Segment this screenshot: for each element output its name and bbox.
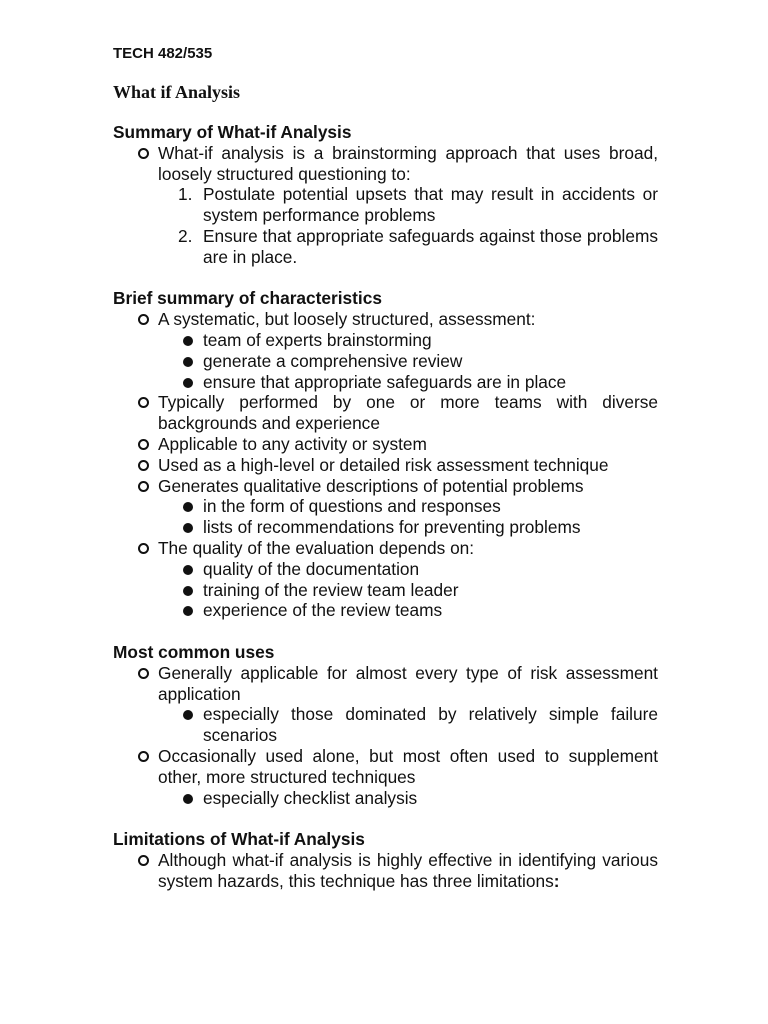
item-number: 2.	[178, 225, 193, 246]
list-item: Occasionally used alone, but most often used to supplement other, more structured techniques	[113, 746, 658, 788]
numbered-item	[113, 184, 658, 226]
list-item: What-if analysis is a brainstorming approach that uses broad, loosely structured questioning to:	[113, 143, 658, 185]
list-item: Generally applicable for almost every type of risk assessment application	[113, 663, 658, 705]
sub-list-item: quality of the documentation	[113, 559, 658, 580]
sub-list-item: generate a comprehensive review	[113, 351, 658, 372]
item-colon: :	[553, 870, 560, 891]
item-text: Ensure that appropriate safeguards against those problems are in place.	[203, 225, 658, 267]
numbered-item	[113, 226, 658, 268]
list-item: Applicable to any activity or system	[113, 434, 658, 455]
list-item: A systematic, but loosely structured, assessment:	[113, 309, 658, 330]
document-body	[113, 122, 658, 912]
sub-list-item: especially checklist analysis	[113, 788, 658, 809]
sub-list-item: ensure that appropriate safeguards are in place	[113, 372, 658, 393]
list-item: Used as a high-level or detailed risk assessment technique	[113, 455, 658, 476]
item-number: 1.	[178, 184, 193, 205]
characteristics-heading: Brief summary of characteristics	[113, 288, 382, 309]
item-text: Postulate potential upsets that may result in accidents or system performance problems	[203, 184, 658, 226]
limitations-section	[113, 829, 658, 891]
course-code: TECH 482/535	[113, 45, 213, 62]
sub-list-item: lists of recommendations for preventing problems	[113, 517, 658, 538]
characteristics-section	[113, 288, 658, 621]
page-title: What if Analysis	[113, 82, 241, 102]
uses-section	[113, 642, 658, 808]
summary-heading: Summary of What-if Analysis	[113, 122, 352, 142]
list-item: Generates qualitative descriptions of potential problems	[113, 476, 658, 497]
sub-list-item: experience of the review teams	[113, 600, 658, 621]
list-item: Typically performed by one or more teams with diverse backgrounds and experience	[113, 392, 658, 434]
list-item	[113, 850, 658, 892]
uses-heading: Most common uses	[113, 641, 275, 662]
sub-list-item: training of the review team leader	[113, 580, 658, 601]
summary-section	[113, 122, 658, 268]
sub-list-item: especially those dominated by relatively simple failure scenarios	[113, 704, 658, 746]
item-text: Although what-if analysis is highly effective in identifying various system hazards, this technique has three limitations	[158, 849, 658, 891]
sub-list-item: team of experts brainstorming	[113, 330, 658, 351]
sub-list-item: in the form of questions and responses	[113, 496, 658, 517]
limitations-heading: Limitations of What-if Analysis	[113, 829, 365, 850]
list-item: The quality of the evaluation depends on:	[113, 538, 658, 559]
